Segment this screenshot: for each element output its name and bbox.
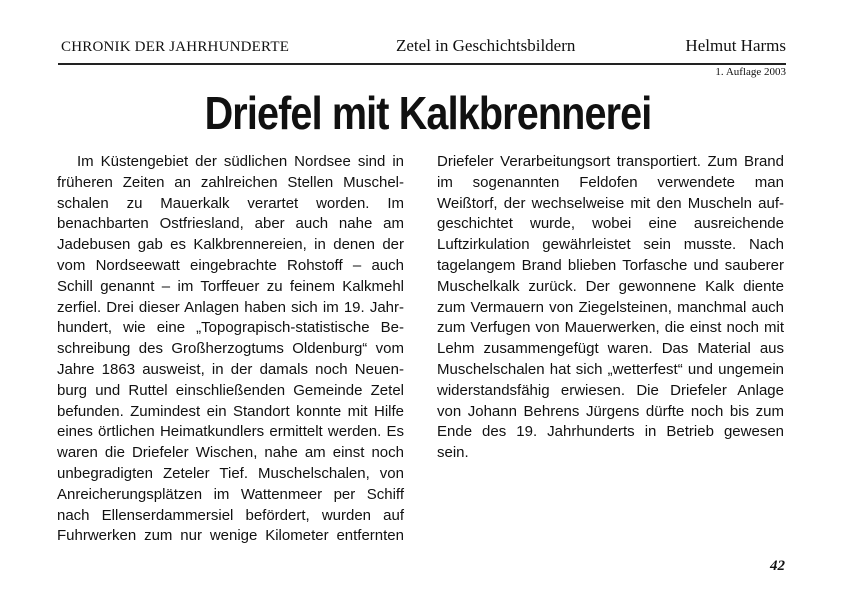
text-line: im sogenannten Feldofen verwendete man — [437, 173, 784, 191]
article-column-left — [57, 152, 404, 547]
text-line: Luftzirkulation gewährleistet sein musste. Nach — [437, 236, 784, 254]
text-line: Fuhrwerken zum nur wenige Kilometer entfernten — [57, 527, 404, 545]
edition-note: 1. Auflage 2003 — [715, 66, 786, 78]
book-title: Zetel in Geschichtsbildern — [396, 36, 576, 55]
text-line: Anreicherungsplätzen im Wattenmeer per Schiff — [57, 485, 404, 503]
text-line: von Johann Behrens Jürgens dürfte noch bis zum — [437, 402, 784, 420]
text-line: schreibung des Großherzogtums Oldenburg“ vom — [57, 340, 404, 358]
article-title: Driefel mit Kalkbrennerei — [204, 87, 652, 139]
article-column-right — [437, 152, 784, 464]
text-line: Lehm zusammengefügt waren. Das Material aus — [437, 340, 784, 358]
text-line: zum Verfugen von Mauerwerken, die einst noch mit — [437, 319, 784, 337]
text-line: befunden. Zumindest ein Standort konnte mit Hilfe — [57, 402, 404, 420]
text-line: Jadebusen gab es Kalkbrennereien, in denen der — [57, 236, 404, 254]
text-line: nach Ellenserdammersiel befördert, wurden auf — [57, 506, 404, 524]
text-line: waren die Driefeler Wischen, nahe am einst noch — [57, 444, 404, 462]
page-header — [58, 36, 786, 58]
text-line: zerfiel. Drei dieser Anlagen haben sich im 19. Jahr- — [57, 298, 404, 316]
text-line: sein. — [437, 444, 469, 462]
text-line: vom Nordseewatt eingebrachte Rohstoff – auch — [57, 256, 404, 274]
text-line: Weißtorf, der wechselweise mit den Muscheln auf- — [437, 194, 784, 212]
text-line: Schill genannt – im Torffeuer zu feinem Kalkmehl — [57, 277, 404, 295]
text-line: burg und Ruttel einschließenden Gemeinde Zetel — [57, 381, 404, 399]
text-line: früheren Zeiten an zahlreichen Stellen Muschel- — [57, 173, 404, 191]
text-line: benachbarten Ostfriesland, aber auch nahe am — [57, 215, 404, 233]
text-line: geschichtet wurde, wobei eine ausreichende — [437, 215, 784, 233]
text-line: Jahre 1863 ausweist, in der damals noch Neuen- — [57, 360, 404, 378]
text-line: Muschelkalk zurück. Der gewonnene Kalk diente — [437, 277, 784, 295]
text-line: tagelangem Brand blieben Torfasche und sauberer — [437, 256, 784, 274]
header-rule — [58, 63, 786, 65]
series-title: CHRONIK DER JAHRHUNDERTE — [61, 39, 290, 55]
text-line: Im Küstengebiet der südlichen Nordsee sind in — [77, 153, 404, 170]
page-number: 42 — [770, 558, 785, 574]
text-line: Ende des 19. Jahrhunderts in Betrieb gewesen — [437, 423, 784, 441]
text-line: Muschelschalen hat sich „wetterfest“ und ungemein — [437, 360, 784, 378]
author-name: Helmut Harms — [685, 36, 786, 55]
text-line: unbegradigten Zeteler Tief. Muschelschalen, von — [57, 464, 404, 482]
text-line: eines örtlichen Heimatkundlers ermittelt werden. Es — [57, 423, 404, 441]
text-line: Driefeler Verarbeitungsort transportiert. Zum Brand — [437, 153, 784, 170]
text-line: zum Vermauern von Ziegelsteinen, manchmal auch — [437, 298, 784, 316]
text-line: hundert, wie eine „Topograpisch-statistische Be- — [57, 319, 404, 337]
text-line: widerstandsfähig erwiesen. Die Driefeler Anlage — [437, 381, 784, 399]
text-line: schalen zu Mauerkalk verartet worden. Im — [57, 194, 404, 212]
